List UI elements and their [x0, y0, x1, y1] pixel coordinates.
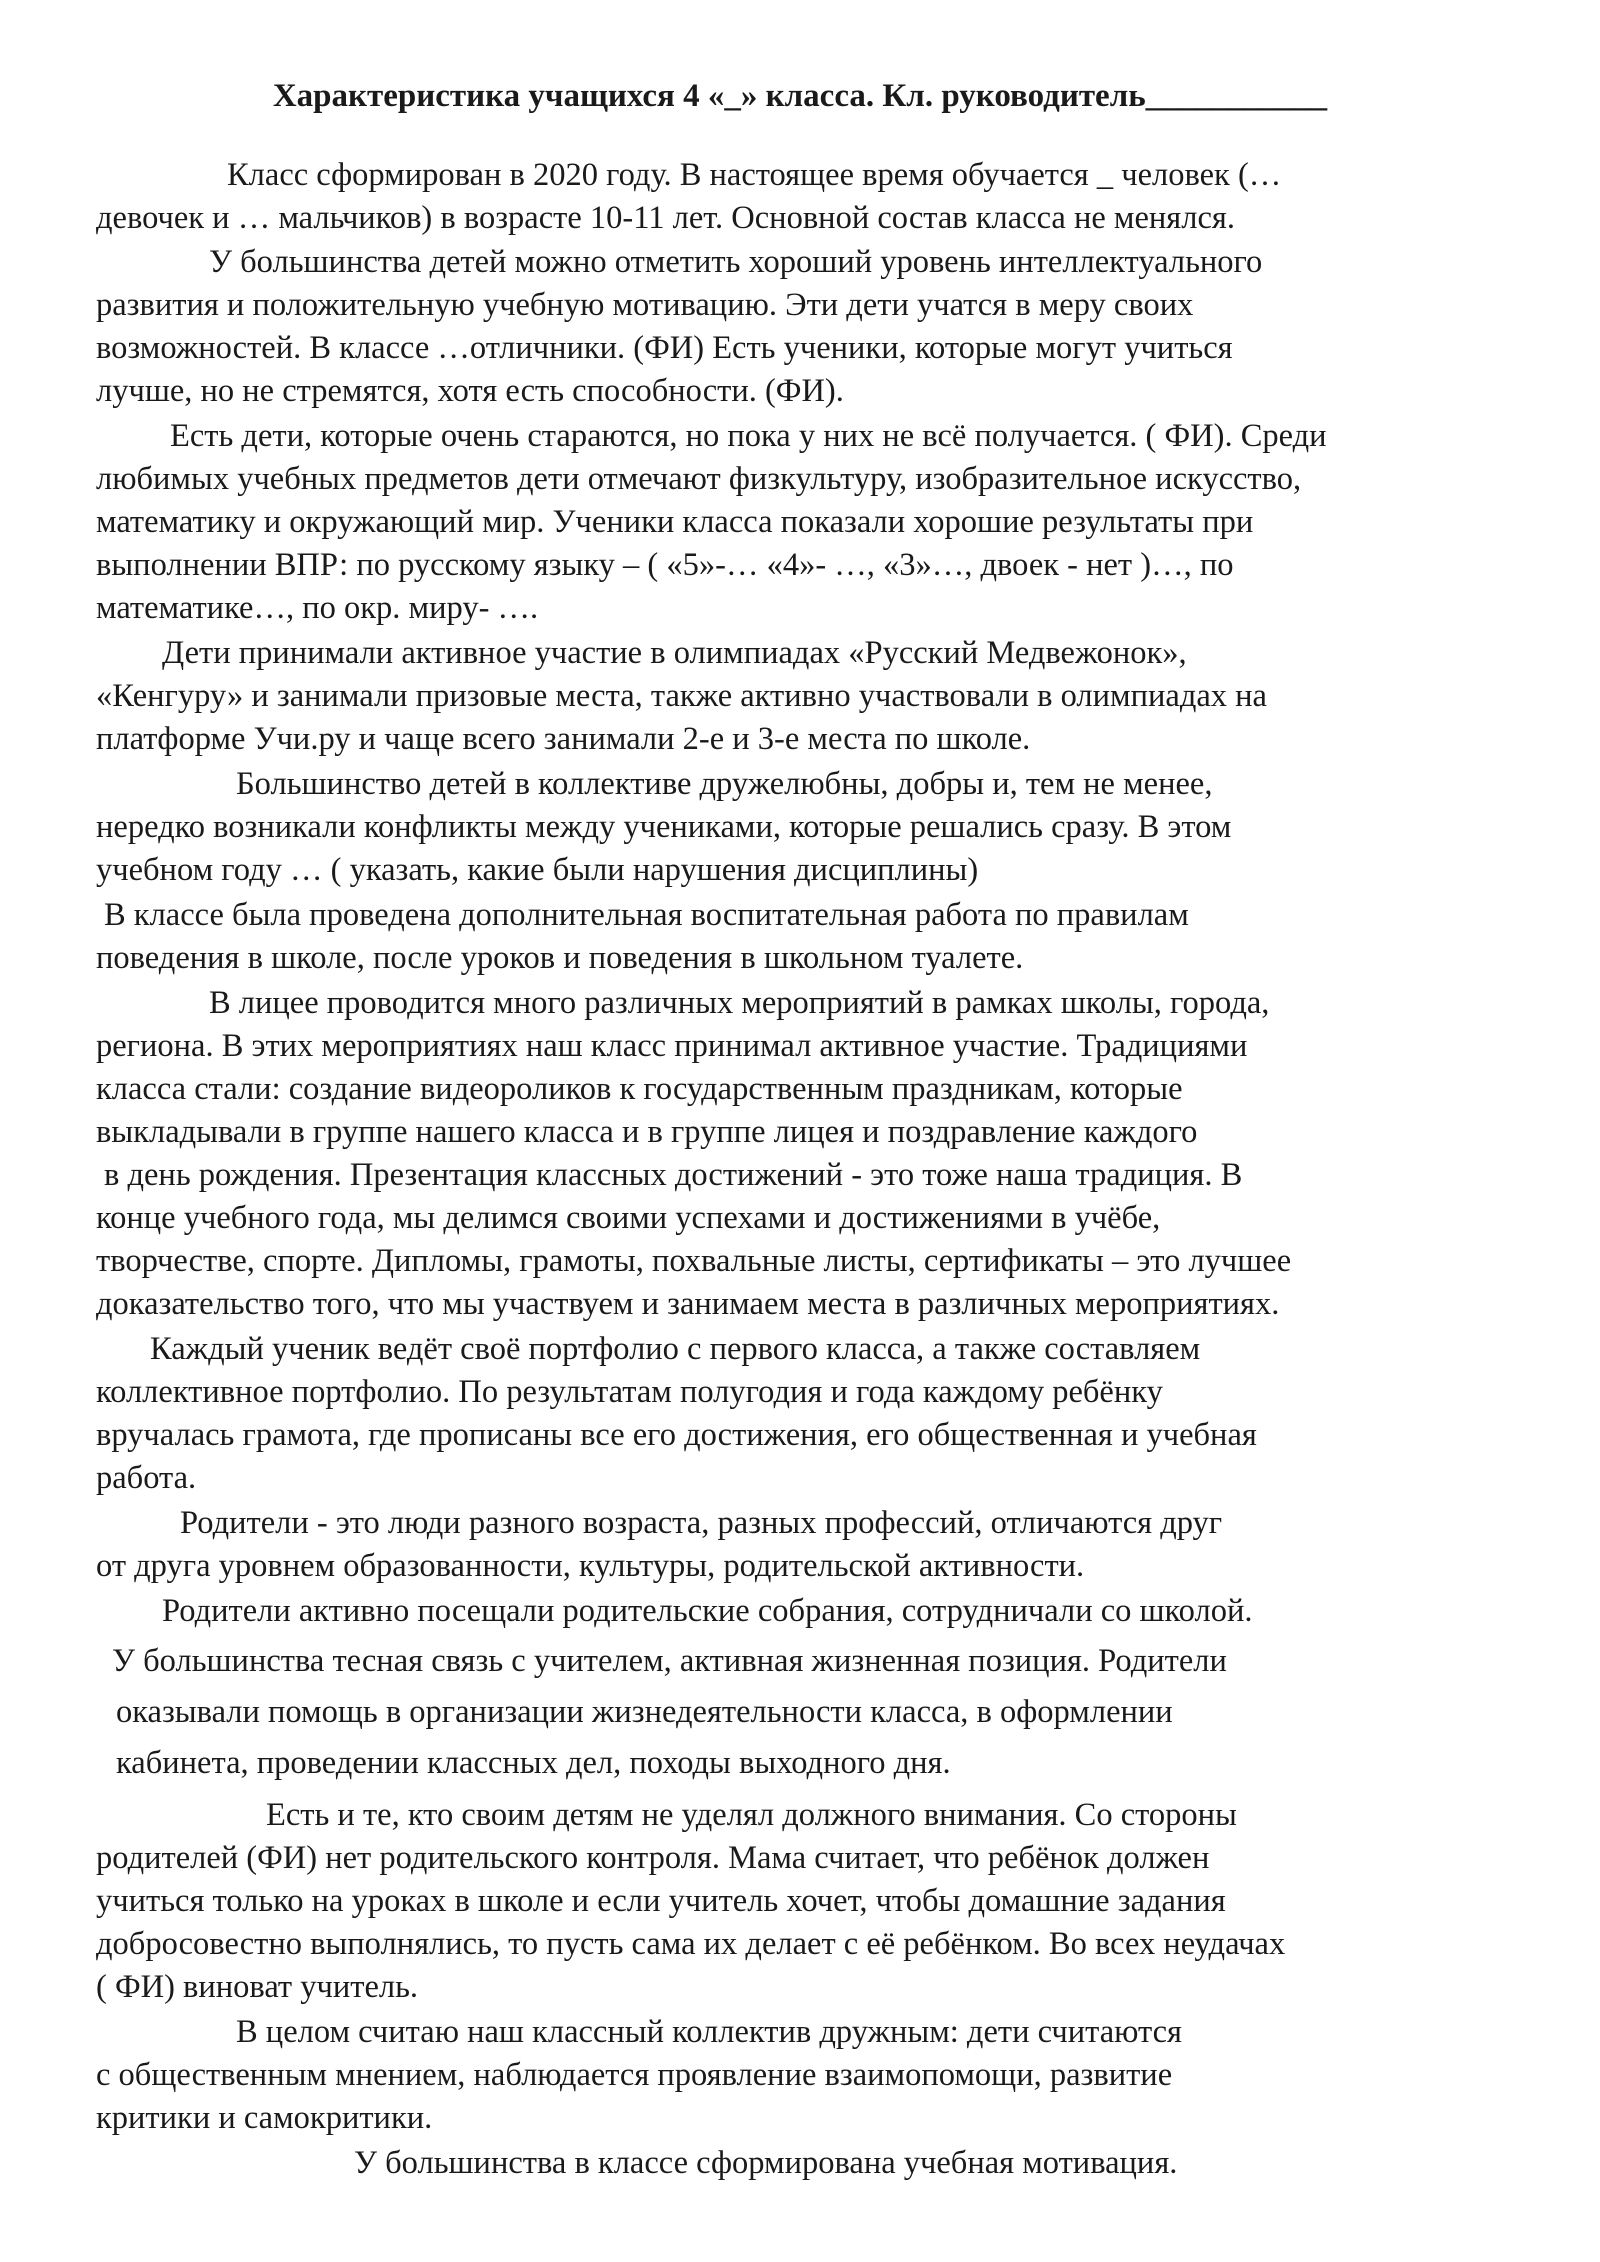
text-line: У большинства тесная связь с учителем, активная жизненная позиция. Родители [112, 1643, 1227, 1679]
text-line: платформе Учи.ру и чаще всего занимали 2-е и 3-е места по школе. [96, 721, 1031, 757]
text-line: выполнении ВПР: по русскому языку – ( «5»-… «4»- …, «3»…, двоек - нет )…, по [96, 547, 1234, 583]
text-line: В целом считаю наш классный коллектив дружным: дети считаются [236, 2014, 1182, 2050]
text-line: математику и окружающий мир. Ученики класса показали хорошие результаты при [96, 504, 1254, 540]
text-line: в день рождения. Презентация классных достижений - это тоже наша традиция. В [104, 1157, 1243, 1193]
text-line: В лицее проводится много различных мероприятий в рамках школы, города, [209, 985, 1270, 1021]
text-line: Родители активно посещали родительские собрания, сотрудничали со школой. [162, 1593, 1253, 1629]
text-line: лучше, но не стремятся, хотя есть способности. (ФИ). [96, 373, 844, 409]
text-line: региона. В этих мероприятиях наш класс принимал активное участие. Традициями [96, 1028, 1248, 1064]
text-line: поведения в школе, после уроков и поведения в школьном туалете. [96, 940, 1024, 976]
text-line: Родители - это люди разного возраста, разных профессий, отличаются друг [180, 1505, 1223, 1541]
text-line: Большинство детей в коллективе дружелюбны, добры и, тем не менее, [236, 766, 1213, 802]
text-line: Класс сформирован в 2020 году. В настоящее время обучается _ человек (… [227, 157, 1282, 193]
text-line: кабинета, проведении классных дел, походы выходного дня. [116, 1745, 951, 1781]
text-line: работа. [96, 1460, 197, 1496]
text-line: добросовестно выполнялись, то пусть сама их делает с её ребёнком. Во всех неудачах [96, 1926, 1286, 1962]
text-line: возможностей. В классе …отличники. (ФИ) Есть ученики, которые могут учиться [96, 330, 1233, 366]
text-line: нередко возникали конфликты между учениками, которые решались сразу. В этом [96, 809, 1232, 845]
text-line: «Кенгуру» и занимали призовые места, также активно участвовали в олимпиадах на [96, 678, 1267, 714]
text-line: выкладывали в группе нашего класса и в группе лицея и поздравление каждого [96, 1114, 1198, 1150]
text-line: В классе была проведена дополнительная воспитательная работа по правилам [104, 897, 1189, 933]
text-line: коллективное портфолио. По результатам полугодия и года каждому ребёнку [96, 1374, 1163, 1410]
text-line: развития и положительную учебную мотивацию. Эти дети учатся в меру своих [96, 287, 1194, 323]
text-line: учиться только на уроках в школе и если учитель хочет, чтобы домашние задания [96, 1883, 1226, 1919]
text-line: от друга уровнем образованности, культуры, родительской активности. [96, 1548, 1085, 1584]
text-line: Есть и те, кто своим детям не уделял должного внимания. Со стороны [266, 1797, 1237, 1833]
text-line: родителей (ФИ) нет родительского контроля. Мама считает, что ребёнок должен [96, 1840, 1210, 1876]
text-line: Дети принимали активное участие в олимпиадах «Русский Медвежонок», [162, 635, 1187, 671]
text-line: любимых учебных предметов дети отмечают физкультуру, изобразительное искусство, [96, 461, 1302, 497]
text-line: У большинства детей можно отметить хороший уровень интеллектуального [209, 244, 1263, 280]
text-line: У большинства в классе сформирована учебная мотивация. [354, 2145, 1178, 2181]
text-line: девочек и … мальчиков) в возрасте 10-11 лет. Основной состав класса не менялся. [96, 200, 1235, 236]
document-title: Характеристика учащихся 4 «_» класса. Кл. руководитель___________ [272, 78, 1328, 114]
text-line: творчестве, спорте. Дипломы, грамоты, похвальные листы, сертификаты – это лучшее [96, 1243, 1292, 1279]
text-line: Каждый ученик ведёт своё портфолио с первого класса, а также составляем [150, 1331, 1201, 1367]
text-line: доказательство того, что мы участвуем и занимаем места в различных мероприятиях. [96, 1286, 1280, 1322]
text-line: учебном году … ( указать, какие были нарушения дисциплины) [96, 852, 979, 888]
text-line: критики и самокритики. [96, 2100, 433, 2136]
text-line: класса стали: создание видеороликов к государственным праздникам, которые [96, 1071, 1183, 1107]
text-line: конце учебного года, мы делимся своими успехами и достижениями в учёбе, [96, 1200, 1161, 1236]
text-line: вручалась грамота, где прописаны все его достижения, его общественная и учебная [96, 1417, 1257, 1453]
text-line: с общественным мнением, наблюдается проявление взаимопомощи, развитие [96, 2057, 1173, 2093]
text-line: математике…, по окр. миру- …. [96, 590, 539, 626]
text-line: оказывали помощь в организации жизнедеятельности класса, в оформлении [116, 1694, 1173, 1730]
text-line: ( ФИ) виноват учитель. [96, 1969, 419, 2005]
text-line: Есть дети, которые очень стараются, но пока у них не всё получается. ( ФИ). Среди [170, 418, 1327, 454]
